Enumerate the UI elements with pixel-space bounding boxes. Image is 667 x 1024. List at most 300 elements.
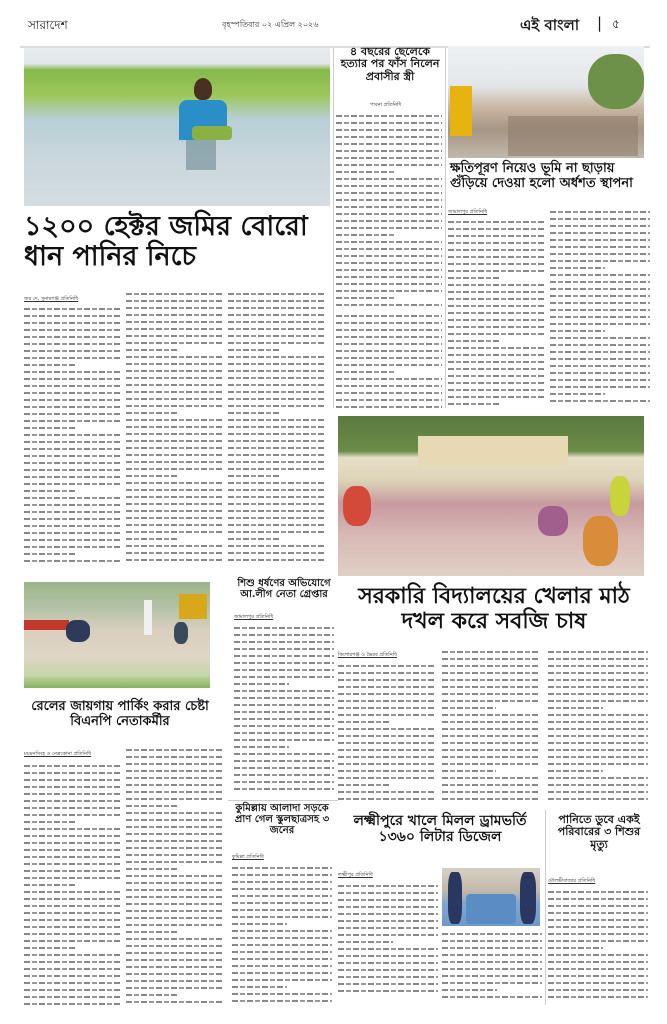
headline-cumilla-accident[interactable]: কুমিল্লায় আলাদা সড়কে প্রাণ গেল স্কুলছাত্রসহ ৩ জনের bbox=[234, 803, 330, 837]
body-text-line bbox=[126, 753, 222, 760]
body-text-line bbox=[228, 507, 324, 514]
body-text-line bbox=[442, 725, 540, 732]
body-text-line bbox=[442, 795, 540, 802]
excavator bbox=[450, 86, 472, 136]
body-text-line bbox=[550, 376, 650, 383]
body-text-line bbox=[338, 959, 438, 966]
body-text-line bbox=[24, 916, 120, 923]
body-text-line bbox=[234, 736, 334, 743]
body-text-line bbox=[24, 417, 120, 424]
byline-school-field: কিশোরগঞ্জ ও ভৈরব প্রতিনিধি bbox=[338, 652, 397, 658]
body-text-line bbox=[126, 416, 222, 423]
body-text-line bbox=[336, 259, 442, 266]
body-text-line bbox=[336, 347, 442, 354]
body-text-line bbox=[548, 930, 648, 937]
body-text-line bbox=[228, 486, 324, 493]
photo-demolition-excavator bbox=[448, 46, 644, 158]
body-text-line bbox=[126, 984, 222, 991]
body-text-line bbox=[336, 312, 442, 319]
body-text-line bbox=[24, 839, 120, 846]
body-text-line bbox=[228, 542, 324, 549]
body-text-line bbox=[548, 781, 648, 788]
newspaper-logo: এই বাংলা bbox=[520, 16, 580, 34]
column-rule bbox=[333, 48, 334, 408]
body-text-line bbox=[448, 344, 544, 351]
yellow-vehicle bbox=[179, 594, 207, 619]
body-text-line bbox=[550, 369, 650, 376]
body-text-line bbox=[126, 304, 222, 311]
body-text-line bbox=[550, 355, 650, 362]
body-text-line bbox=[234, 764, 334, 771]
body-text-line bbox=[442, 669, 540, 676]
body-text-line bbox=[126, 332, 222, 339]
body-text-line bbox=[336, 161, 442, 168]
body-text-line bbox=[336, 301, 442, 308]
body-text-line bbox=[126, 430, 222, 437]
body-text-line bbox=[338, 662, 434, 669]
byline-cumilla-accident: কুমিল্লা প্রতিনিধি bbox=[232, 854, 264, 860]
body-text-line bbox=[228, 458, 324, 465]
body-text-line bbox=[24, 797, 120, 804]
body-text-line bbox=[228, 521, 324, 528]
body-text-line bbox=[126, 339, 222, 346]
body-text-line bbox=[548, 746, 648, 753]
body-text-line bbox=[550, 243, 650, 250]
body-eviction-col1 bbox=[448, 218, 544, 408]
body-text-line bbox=[336, 238, 442, 245]
body-text-line bbox=[338, 987, 438, 994]
body-text-line bbox=[442, 718, 540, 725]
body-text-line bbox=[24, 867, 120, 874]
body-text-line bbox=[234, 652, 334, 659]
body-text-line bbox=[550, 222, 650, 229]
body-text-line bbox=[548, 676, 648, 683]
body-text-line bbox=[448, 379, 544, 386]
body-text-line bbox=[24, 557, 120, 564]
body-text-line bbox=[338, 781, 434, 788]
farmer-figure bbox=[174, 78, 229, 173]
body-text-line bbox=[228, 500, 324, 507]
body-eviction-col2 bbox=[550, 208, 650, 408]
body-text-line bbox=[548, 958, 648, 965]
body-text-line bbox=[126, 872, 222, 879]
body-text-line bbox=[442, 965, 542, 972]
body-text-line bbox=[548, 774, 648, 781]
body-text-line bbox=[548, 655, 648, 662]
body-diesel-col1 bbox=[338, 882, 438, 994]
body-text-line bbox=[234, 701, 334, 708]
body-text-line bbox=[24, 790, 120, 797]
red-wall bbox=[24, 620, 69, 630]
body-text-line bbox=[448, 400, 544, 407]
body-text-line bbox=[548, 711, 648, 718]
woman-farmer-1 bbox=[538, 506, 568, 536]
body-text-line bbox=[126, 486, 222, 493]
body-text-line bbox=[448, 274, 544, 281]
woman-farmer-3 bbox=[610, 476, 630, 516]
body-cumilla-accident bbox=[232, 864, 332, 1007]
body-text-line bbox=[548, 669, 648, 676]
byline-boro-paddy: জয় দে, সুনামগঞ্জ প্রতিনিধি bbox=[24, 296, 79, 302]
body-text-line bbox=[442, 655, 540, 662]
body-text-line bbox=[228, 535, 324, 542]
body-text-line bbox=[548, 718, 648, 725]
body-text-line bbox=[24, 333, 120, 340]
rubble bbox=[508, 116, 638, 156]
body-text-line bbox=[234, 722, 334, 729]
body-text-line bbox=[548, 965, 648, 972]
headline-school-field[interactable]: সরকারি বিদ্যালয়ের খেলার মাঠ দখল করে সবজি চাষ bbox=[358, 583, 630, 634]
body-text-line bbox=[548, 993, 648, 1000]
body-text-line bbox=[548, 753, 648, 760]
body-text-line bbox=[126, 760, 222, 767]
body-text-line bbox=[228, 493, 324, 500]
body-text-line bbox=[24, 1000, 120, 1007]
body-text-line bbox=[24, 944, 120, 951]
body-text-line bbox=[338, 896, 438, 903]
body-text-line bbox=[448, 365, 544, 372]
body-text-line bbox=[228, 451, 324, 458]
police-officer-2 bbox=[520, 872, 536, 924]
body-text-line bbox=[24, 769, 120, 776]
body-text-line bbox=[126, 444, 222, 451]
body-text-line bbox=[24, 853, 120, 860]
body-murder-suicide-col2 bbox=[336, 312, 442, 410]
body-text-line bbox=[228, 479, 324, 486]
headline-child-abuse[interactable]: শিশু ধর্ষণের অভিযোগে আ.লীগ নেতা গ্রেপ্তার bbox=[237, 578, 331, 601]
body-text-line bbox=[126, 816, 222, 823]
body-text-line bbox=[24, 305, 120, 312]
body-text-line bbox=[24, 410, 120, 417]
body-text-line bbox=[24, 445, 120, 452]
body-child-abuse bbox=[234, 624, 334, 798]
body-text-line bbox=[548, 916, 648, 923]
body-rail-parking-col1 bbox=[24, 762, 120, 1007]
body-text-line bbox=[24, 529, 120, 536]
body-text-line bbox=[548, 895, 648, 902]
body-text-line bbox=[126, 360, 222, 367]
body-text-line bbox=[24, 895, 120, 902]
body-text-line bbox=[336, 396, 442, 403]
body-text-line bbox=[228, 402, 324, 409]
section-rule bbox=[228, 800, 338, 801]
body-text-line bbox=[24, 951, 120, 958]
body-text-line bbox=[126, 528, 222, 535]
body-text-line bbox=[232, 899, 332, 906]
body-text-line bbox=[234, 757, 334, 764]
body-text-line bbox=[232, 969, 332, 976]
body-text-line bbox=[126, 549, 222, 556]
body-text-line bbox=[24, 804, 120, 811]
body-text-line bbox=[24, 347, 120, 354]
body-text-line bbox=[550, 320, 650, 327]
body-text-line bbox=[228, 311, 324, 318]
body-text-line bbox=[448, 309, 544, 316]
body-text-line bbox=[24, 811, 120, 818]
body-text-line bbox=[338, 683, 434, 690]
body-text-line bbox=[24, 473, 120, 480]
body-text-line bbox=[234, 771, 334, 778]
column-rule bbox=[545, 810, 546, 1005]
body-text-line bbox=[24, 466, 120, 473]
body-drowning bbox=[548, 888, 648, 1000]
body-text-line bbox=[550, 271, 650, 278]
body-text-line bbox=[126, 998, 222, 1005]
body-text-line bbox=[126, 900, 222, 907]
body-text-line bbox=[228, 528, 324, 535]
body-text-line bbox=[24, 368, 120, 375]
body-text-line bbox=[336, 354, 442, 361]
body-text-line bbox=[234, 785, 334, 792]
body-text-line bbox=[336, 189, 442, 196]
body-text-line bbox=[232, 878, 332, 885]
body-text-line bbox=[24, 326, 120, 333]
body-text-line bbox=[448, 253, 544, 260]
body-text-line bbox=[338, 725, 434, 732]
body-boro-paddy-col3 bbox=[228, 290, 324, 567]
body-text-line bbox=[550, 390, 650, 397]
body-text-line bbox=[126, 451, 222, 458]
body-text-line bbox=[338, 711, 434, 718]
body-text-line bbox=[550, 264, 650, 271]
body-text-line bbox=[24, 825, 120, 832]
body-text-line bbox=[126, 963, 222, 970]
body-text-line bbox=[126, 521, 222, 528]
body-text-line bbox=[234, 687, 334, 694]
body-text-line bbox=[24, 930, 120, 937]
header-separator: | bbox=[597, 14, 603, 32]
body-text-line bbox=[548, 739, 648, 746]
body-text-line bbox=[126, 851, 222, 858]
body-text-line bbox=[548, 944, 648, 951]
body-text-line bbox=[24, 375, 120, 382]
body-text-line bbox=[336, 382, 442, 389]
body-text-line bbox=[126, 381, 222, 388]
body-diesel-col2 bbox=[442, 930, 542, 1000]
byline-eviction: জামালপুর প্রতিনিধি bbox=[448, 209, 488, 215]
body-text-line bbox=[338, 718, 434, 725]
body-text-line bbox=[442, 662, 540, 669]
body-text-line bbox=[336, 294, 442, 301]
body-text-line bbox=[126, 500, 222, 507]
body-text-line bbox=[234, 624, 334, 631]
body-text-line bbox=[126, 472, 222, 479]
body-text-line bbox=[232, 983, 332, 990]
body-text-line bbox=[228, 367, 324, 374]
body-text-line bbox=[550, 327, 650, 334]
body-text-line bbox=[338, 795, 434, 802]
body-text-line bbox=[336, 361, 442, 368]
body-text-line bbox=[228, 332, 324, 339]
body-text-line bbox=[232, 885, 332, 892]
body-text-line bbox=[126, 858, 222, 865]
headline-diesel[interactable]: লক্ষ্মীপুরে খালে মিলল ড্রামভর্তি ১৩৬০ লিটার ডিজেল bbox=[353, 813, 527, 845]
body-text-line bbox=[24, 340, 120, 347]
body-text-line bbox=[336, 147, 442, 154]
photo-workers-at-rail-gate bbox=[24, 582, 210, 688]
body-text-line bbox=[228, 416, 324, 423]
body-text-line bbox=[336, 280, 442, 287]
body-text-line bbox=[234, 659, 334, 666]
photo-women-farming-school-field bbox=[338, 416, 644, 576]
body-text-line bbox=[548, 937, 648, 944]
headline-drowning[interactable]: পানিতে ডুবে একই পরিবারের ৩ শিশুর মৃত্যু bbox=[557, 813, 641, 851]
body-text-line bbox=[232, 913, 332, 920]
photo-police-with-diesel-drums bbox=[442, 868, 540, 926]
body-text-line bbox=[336, 326, 442, 333]
body-text-line bbox=[338, 938, 438, 945]
body-text-line bbox=[338, 774, 434, 781]
body-text-line bbox=[550, 362, 650, 369]
body-text-line bbox=[232, 990, 332, 997]
body-text-line bbox=[234, 694, 334, 701]
body-text-line bbox=[448, 232, 544, 239]
body-text-line bbox=[338, 903, 438, 910]
body-text-line bbox=[442, 732, 540, 739]
body-text-line bbox=[228, 465, 324, 472]
body-text-line bbox=[234, 750, 334, 757]
body-text-line bbox=[548, 697, 648, 704]
body-text-line bbox=[550, 348, 650, 355]
body-text-line bbox=[228, 374, 324, 381]
body-boro-paddy-col2 bbox=[126, 290, 222, 567]
body-text-line bbox=[548, 909, 648, 916]
body-text-line bbox=[338, 980, 438, 987]
body-text-line bbox=[338, 917, 438, 924]
body-text-line bbox=[228, 297, 324, 304]
body-text-line bbox=[232, 976, 332, 983]
headline-eviction[interactable]: ক্ষতিপূরণ নিয়েও ভূমি না ছাড়ায় গুঁড়িয়ে দেওয়া হলো অর্ধশত স্থাপনা bbox=[450, 161, 633, 191]
body-text-line bbox=[336, 403, 442, 410]
trees bbox=[588, 54, 644, 109]
woman-farmer-4 bbox=[343, 486, 371, 526]
body-text-line bbox=[234, 680, 334, 687]
body-text-line bbox=[442, 979, 542, 986]
body-text-line bbox=[336, 252, 442, 259]
body-text-line bbox=[24, 909, 120, 916]
body-text-line bbox=[126, 914, 222, 921]
body-text-line bbox=[126, 746, 222, 753]
body-text-line bbox=[338, 760, 434, 767]
body-text-line bbox=[24, 536, 120, 543]
body-text-line bbox=[24, 487, 120, 494]
diesel-drums bbox=[466, 894, 516, 924]
body-text-line bbox=[548, 760, 648, 767]
body-text-line bbox=[448, 386, 544, 393]
body-text-line bbox=[338, 889, 438, 896]
body-text-line bbox=[126, 311, 222, 318]
body-text-line bbox=[232, 962, 332, 969]
body-text-line bbox=[442, 760, 540, 767]
body-text-line bbox=[336, 203, 442, 210]
body-text-line bbox=[442, 937, 542, 944]
body-text-line bbox=[448, 351, 544, 358]
body-text-line bbox=[126, 865, 222, 872]
body-text-line bbox=[548, 923, 648, 930]
body-text-line bbox=[24, 881, 120, 888]
body-text-line bbox=[24, 382, 120, 389]
body-text-line bbox=[336, 168, 442, 175]
body-text-line bbox=[126, 774, 222, 781]
body-text-line bbox=[126, 437, 222, 444]
body-text-line bbox=[126, 353, 222, 360]
body-text-line bbox=[24, 860, 120, 867]
body-text-line bbox=[442, 781, 540, 788]
body-text-line bbox=[228, 409, 324, 416]
body-text-line bbox=[550, 215, 650, 222]
body-text-line bbox=[448, 372, 544, 379]
body-text-line bbox=[126, 844, 222, 851]
section-title: সারাদেশ bbox=[28, 18, 68, 32]
body-text-line bbox=[338, 669, 434, 676]
body-text-line bbox=[338, 882, 438, 889]
body-text-line bbox=[448, 358, 544, 365]
body-text-line bbox=[442, 767, 540, 774]
body-text-line bbox=[448, 316, 544, 323]
body-text-line bbox=[24, 937, 120, 944]
body-text-line bbox=[228, 353, 324, 360]
body-text-line bbox=[24, 543, 120, 550]
body-text-line bbox=[548, 732, 648, 739]
woman-farmer-2 bbox=[583, 516, 618, 566]
body-text-line bbox=[548, 767, 648, 774]
body-text-line bbox=[548, 902, 648, 909]
body-text-line bbox=[550, 383, 650, 390]
body-school-field-col1 bbox=[338, 662, 434, 802]
body-text-line bbox=[228, 472, 324, 479]
body-text-line bbox=[232, 997, 332, 1004]
body-text-line bbox=[228, 556, 324, 563]
body-text-line bbox=[442, 951, 542, 958]
body-text-line bbox=[24, 515, 120, 522]
body-text-line bbox=[550, 208, 650, 215]
body-text-line bbox=[442, 711, 540, 718]
body-text-line bbox=[336, 210, 442, 217]
body-text-line bbox=[228, 444, 324, 451]
body-text-line bbox=[126, 535, 222, 542]
body-text-line bbox=[24, 319, 120, 326]
headline-rail-parking[interactable]: রেলের জায়গায় পার্কিং করার চেষ্টা বিএনপি নেতাকর্মীর bbox=[31, 699, 209, 729]
headline-murder-suicide[interactable]: ৪ বছরের ছেলেকে হত্যার পর ফাঁস নিলেন প্রবাসীর স্ত্রী bbox=[340, 45, 440, 83]
body-text-line bbox=[448, 295, 544, 302]
body-school-field-col3 bbox=[548, 648, 648, 802]
body-text-line bbox=[126, 928, 222, 935]
headline-boro-paddy[interactable]: ১২০০ হেক্টর জমির বোরো ধান পানির নিচে bbox=[24, 211, 308, 273]
body-text-line bbox=[550, 292, 650, 299]
body-text-line bbox=[228, 514, 324, 521]
body-text-line bbox=[442, 746, 540, 753]
body-text-line bbox=[442, 753, 540, 760]
body-text-line bbox=[126, 893, 222, 900]
body-text-line bbox=[336, 133, 442, 140]
body-murder-suicide bbox=[336, 112, 442, 312]
body-text-line bbox=[24, 832, 120, 839]
body-school-field-col2 bbox=[442, 648, 540, 802]
body-text-line bbox=[24, 459, 120, 466]
body-text-line bbox=[234, 666, 334, 673]
body-text-line bbox=[448, 323, 544, 330]
body-text-line bbox=[338, 924, 438, 931]
body-text-line bbox=[550, 313, 650, 320]
body-text-line bbox=[548, 979, 648, 986]
body-text-line bbox=[442, 690, 540, 697]
body-text-line bbox=[228, 381, 324, 388]
body-text-line bbox=[232, 920, 332, 927]
body-text-line bbox=[548, 795, 648, 802]
body-text-line bbox=[442, 972, 542, 979]
body-text-line bbox=[336, 333, 442, 340]
body-text-line bbox=[338, 910, 438, 917]
